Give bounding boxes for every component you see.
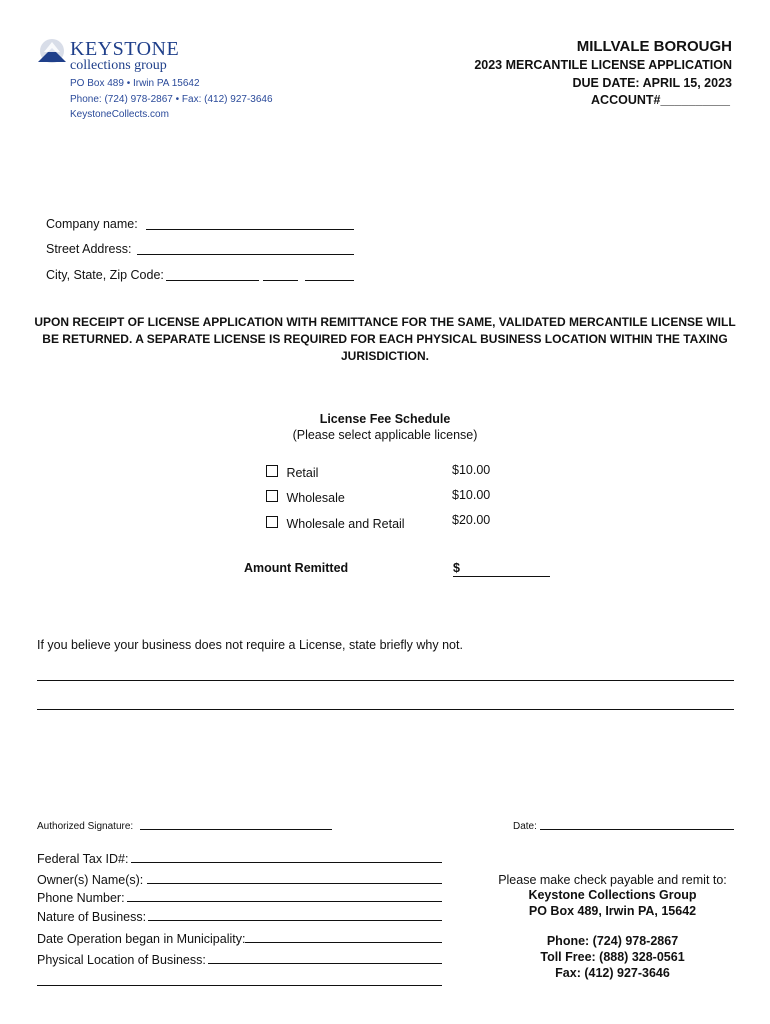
owner-names-field[interactable]: [147, 883, 442, 884]
fee-option-amount: $20.00: [452, 513, 491, 527]
phone-number-field[interactable]: [127, 901, 442, 902]
fee-option-amount: $10.00: [452, 488, 491, 502]
municipality-title: MILLVALE BOROUGH: [576, 38, 732, 55]
federal-tax-id-label: Federal Tax ID#:: [37, 852, 129, 866]
fee-option-label: Wholesale and Retail: [286, 517, 405, 531]
remit-intro: Please make check payable and remit to:: [498, 873, 727, 887]
federal-tax-id-field[interactable]: [131, 862, 442, 863]
city-state-zip-label: City, State, Zip Code:: [46, 268, 164, 282]
remit-phone: Phone: (724) 978-2867: [546, 934, 679, 948]
company-name-field[interactable]: [146, 229, 354, 230]
state-field[interactable]: [263, 280, 298, 281]
phone-number-label: Phone Number:: [37, 891, 125, 905]
brand-name-bottom: collections group: [70, 58, 167, 73]
physical-location-label: Physical Location of Business:: [37, 953, 206, 967]
date-operation-began-field[interactable]: [245, 942, 442, 943]
brand-website: KeystoneCollects.com: [70, 109, 169, 120]
brand-phone-fax: Phone: (724) 978-2867 • Fax: (412) 927-3646: [70, 94, 273, 105]
fee-option-amount: $10.00: [452, 463, 491, 477]
license-notice: UPON RECEIPT OF LICENSE APPLICATION WITH REMITTANCE FOR THE SAME, VALIDATED MERCANTILE LICENSE WILL BE RETURNED. A SEPARATE LICENSE IS REQUIRED FOR EACH PHYSICAL BUSINESS LOCATION WITHIN THE TAXING JURISDICTION.: [34, 315, 736, 363]
fee-option-label: Wholesale: [286, 491, 345, 505]
nature-of-business-field[interactable]: [148, 920, 442, 921]
authorized-signature-field[interactable]: [140, 829, 332, 830]
amount-remitted-label: Amount Remitted: [244, 561, 349, 575]
street-address-field[interactable]: [137, 254, 354, 255]
city-field[interactable]: [166, 280, 259, 281]
amount-currency: $: [453, 561, 460, 575]
date-label: Date:: [513, 821, 537, 832]
due-date: DUE DATE: APRIL 15, 2023: [572, 76, 732, 90]
wholesale-checkbox[interactable]: [266, 490, 278, 502]
date-field[interactable]: [540, 829, 734, 830]
physical-location-field[interactable]: [208, 963, 442, 964]
date-operation-began-label: Date Operation began in Municipality:: [37, 932, 246, 946]
fee-schedule-title: License Fee Schedule: [319, 412, 451, 426]
company-name-label: Company name:: [46, 217, 138, 231]
exemption-line-2[interactable]: [37, 709, 734, 710]
keystone-logo: [36, 38, 186, 78]
exemption-line-1[interactable]: [37, 680, 734, 681]
owner-names-label: Owner(s) Name(s):: [37, 873, 144, 887]
authorized-signature-label: Authorized Signature:: [37, 821, 134, 832]
exemption-prompt: If you believe your business does not require a License, state briefly why not.: [37, 638, 463, 652]
wholesale-and-retail-checkbox[interactable]: [266, 516, 278, 528]
keystone-mountain-icon: [36, 38, 68, 72]
street-address-label: Street Address:: [46, 242, 132, 256]
remit-fax: Fax: (412) 927-3646: [555, 966, 670, 980]
physical-location-field-extra[interactable]: [37, 985, 442, 986]
remit-company: Keystone Collections Group: [528, 888, 697, 902]
fee-schedule-subtitle: (Please select applicable license): [292, 428, 478, 442]
zip-field[interactable]: [305, 280, 354, 281]
fee-option-label: Retail: [286, 466, 319, 480]
account-number: ACCOUNT#__________: [591, 93, 730, 107]
remit-address: PO Box 489, Irwin PA, 15642: [528, 904, 697, 918]
fee-option-wholesale-and-retail[interactable]: [266, 515, 405, 533]
brand-name-top: KEYSTONE: [70, 38, 180, 60]
remit-toll-free: Toll Free: (888) 328-0561: [540, 950, 685, 964]
fee-option-wholesale[interactable]: [266, 489, 345, 507]
retail-checkbox[interactable]: [266, 465, 278, 477]
fee-option-retail[interactable]: [266, 464, 318, 482]
nature-of-business-label: Nature of Business:: [37, 910, 147, 924]
brand-address: PO Box 489 • Irwin PA 15642: [70, 78, 200, 89]
form-title: 2023 MERCANTILE LICENSE APPLICATION: [474, 58, 732, 72]
amount-remitted-field[interactable]: [453, 576, 550, 577]
